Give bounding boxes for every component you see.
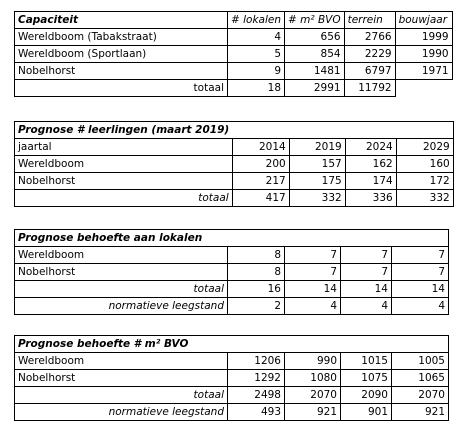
capaciteit-table-block <box>14 11 453 97</box>
table-cell: 7 <box>392 264 449 281</box>
table-row <box>15 122 454 139</box>
leerlingen-table-block <box>14 121 454 207</box>
table-row-total <box>15 80 453 97</box>
table-cell: 1015 <box>341 353 392 370</box>
table-cell: 1075 <box>341 370 392 387</box>
row-label: Nobelhorst <box>15 370 228 387</box>
table-cell: 1005 <box>392 353 449 370</box>
table-row <box>15 63 453 80</box>
table-row <box>15 29 453 46</box>
table-cell: 2 <box>228 298 285 315</box>
table-cell: 990 <box>285 353 341 370</box>
table-cell: 14 <box>285 281 341 298</box>
table-cell: 7 <box>285 247 341 264</box>
col-header-bvo: # m² BVO <box>285 12 345 29</box>
leegstand-label: normatieve leegstand <box>15 404 228 421</box>
table-row <box>15 139 454 156</box>
table-row <box>15 336 449 353</box>
lokalen-table <box>14 229 449 315</box>
table-row <box>15 247 449 264</box>
table-cell: 160 <box>396 156 453 173</box>
bvo-table <box>14 335 449 421</box>
empty-cell <box>395 80 452 97</box>
table-cell: 901 <box>341 404 392 421</box>
col-header-lokalen: # lokalen <box>228 12 285 29</box>
table-cell: 1990 <box>395 46 452 63</box>
table-cell: 7 <box>341 247 392 264</box>
table-cell: 175 <box>289 173 345 190</box>
table-cell: 4 <box>341 298 392 315</box>
year-header: 2029 <box>396 139 453 156</box>
table-cell: 1080 <box>285 370 341 387</box>
table-cell: 1065 <box>392 370 449 387</box>
total-label: totaal <box>15 80 228 97</box>
total-label: totaal <box>15 281 228 298</box>
table-cell: 1206 <box>228 353 285 370</box>
table-row <box>15 12 453 29</box>
row-label: Wereldboom (Tabakstraat) <box>15 29 228 46</box>
year-label: jaartal <box>15 139 233 156</box>
row-label: Nobelhorst <box>15 173 233 190</box>
bvo-table-block <box>14 335 449 421</box>
bvo-title: Prognose behoefte # m² BVO <box>15 336 228 353</box>
table-cell: 14 <box>341 281 392 298</box>
lokalen-title: Prognose behoefte aan lokalen <box>15 230 228 247</box>
lokalen-table-block <box>14 229 449 315</box>
row-label: Wereldboom (Sportlaan) <box>15 46 228 63</box>
table-cell: 493 <box>228 404 285 421</box>
table-cell: 8 <box>228 247 285 264</box>
table-cell: 854 <box>285 46 345 63</box>
col-header-terrein: terrein <box>344 12 395 29</box>
table-cell: 1971 <box>395 63 452 80</box>
table-cell: 8 <box>228 264 285 281</box>
table-cell: 332 <box>396 190 453 207</box>
table-cell: 2070 <box>285 387 341 404</box>
table-cell: 656 <box>285 29 345 46</box>
table-cell: 332 <box>289 190 345 207</box>
table-row-leegstand <box>15 404 449 421</box>
table-cell: 16 <box>228 281 285 298</box>
leegstand-label: normatieve leegstand <box>15 298 228 315</box>
table-cell: 2991 <box>285 80 345 97</box>
row-label: Nobelhorst <box>15 264 228 281</box>
table-cell: 174 <box>345 173 396 190</box>
total-label: totaal <box>15 387 228 404</box>
total-label: totaal <box>15 190 233 207</box>
table-cell: 2766 <box>344 29 395 46</box>
table-row <box>15 46 453 63</box>
table-cell: 4 <box>228 29 285 46</box>
table-cell: 7 <box>285 264 341 281</box>
year-header: 2024 <box>345 139 396 156</box>
year-header: 2019 <box>289 139 345 156</box>
capaciteit-table <box>14 11 453 97</box>
table-cell: 1292 <box>228 370 285 387</box>
table-cell: 157 <box>289 156 345 173</box>
row-label: Wereldboom <box>15 247 228 264</box>
table-cell: 11792 <box>344 80 395 97</box>
table-cell: 4 <box>392 298 449 315</box>
table-cell: 18 <box>228 80 285 97</box>
table-cell: 162 <box>345 156 396 173</box>
table-cell: 2090 <box>341 387 392 404</box>
table-cell: 417 <box>232 190 289 207</box>
table-row-total <box>15 387 449 404</box>
table-row-total <box>15 281 449 298</box>
table-row <box>15 353 449 370</box>
year-header: 2014 <box>232 139 289 156</box>
table-cell: 217 <box>232 173 289 190</box>
table-cell: 7 <box>392 247 449 264</box>
row-label: Nobelhorst <box>15 63 228 80</box>
table-cell: 336 <box>345 190 396 207</box>
table-cell: 1999 <box>395 29 452 46</box>
table-cell: 921 <box>392 404 449 421</box>
table-cell: 2070 <box>392 387 449 404</box>
table-cell: 2229 <box>344 46 395 63</box>
table-row <box>15 156 454 173</box>
table-cell: 172 <box>396 173 453 190</box>
row-label: Wereldboom <box>15 353 228 370</box>
leerlingen-table <box>14 121 454 207</box>
table-row <box>15 173 454 190</box>
table-cell: 1481 <box>285 63 345 80</box>
table-row <box>15 264 449 281</box>
table-cell: 7 <box>341 264 392 281</box>
table-row-leegstand <box>15 298 449 315</box>
capaciteit-title: Capaciteit <box>15 12 228 29</box>
table-cell: 6797 <box>344 63 395 80</box>
row-label: Wereldboom <box>15 156 233 173</box>
table-cell: 921 <box>285 404 341 421</box>
table-row-total <box>15 190 454 207</box>
leerlingen-title: Prognose # leerlingen (maart 2019) <box>15 122 233 139</box>
table-row <box>15 370 449 387</box>
col-header-bouwjaar: bouwjaar <box>395 12 452 29</box>
table-cell: 5 <box>228 46 285 63</box>
table-cell: 200 <box>232 156 289 173</box>
table-cell: 4 <box>285 298 341 315</box>
table-cell: 2498 <box>228 387 285 404</box>
table-cell: 14 <box>392 281 449 298</box>
table-row <box>15 230 449 247</box>
table-cell: 9 <box>228 63 285 80</box>
